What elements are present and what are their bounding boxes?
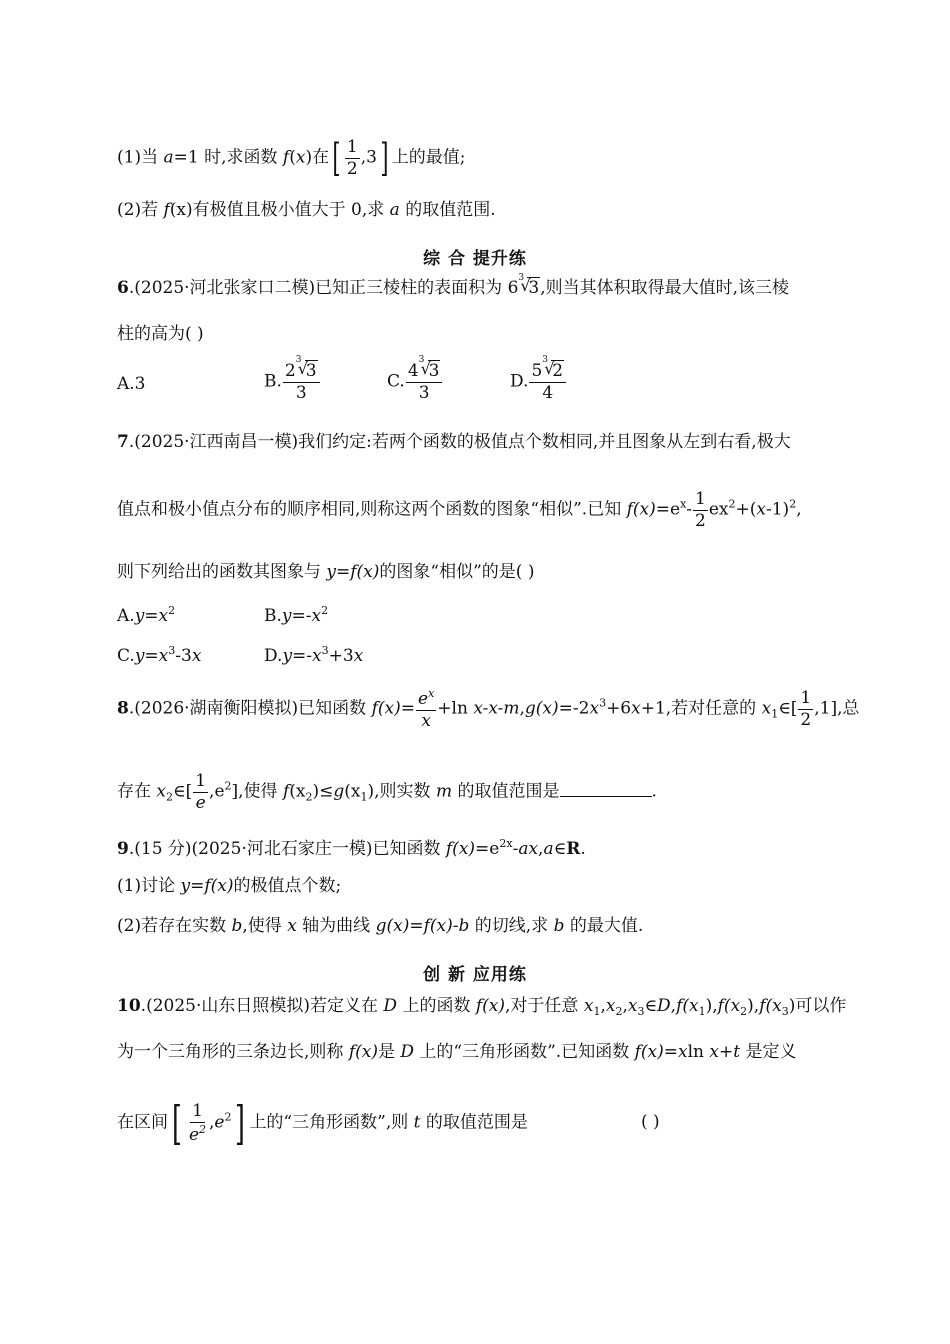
exponent: 2 [224,779,232,793]
left-bracket: [ [172,1096,182,1150]
text: , [622,996,628,1016]
text: 的切线,求 [469,916,554,936]
var-t: t [733,1042,741,1062]
var-a: a [163,147,174,168]
q6-option-b[interactable] [264,355,321,403]
func-f: f(x) [445,839,476,859]
base-e: e [188,1124,200,1145]
denominator: 2 [346,158,358,179]
text: +( [735,499,757,520]
text: 的取值范围是 [452,781,560,802]
radicand: 3 [305,361,317,381]
func-g: g [333,781,345,802]
text: 上的“三角形函数”,则 [249,1112,414,1133]
fraction [693,490,708,530]
text: (x [344,781,361,802]
numerator: 1 [192,1100,203,1121]
text: 是 [377,1042,401,1062]
formula: y=-x [282,646,322,666]
text: )≤ [312,781,334,802]
q5-part2 [117,202,496,219]
cube-root [542,355,564,381]
text: , [670,996,677,1016]
formula: y=-x [281,606,322,626]
text: (x [289,781,306,802]
base-e: e [418,689,429,709]
q10-line3 [117,1096,528,1150]
text: =e [655,499,681,520]
exponent: 2 [321,604,329,617]
text: 有极值且极小值大于 0,求 [192,200,390,220]
option-label: B. [264,606,282,626]
text: ,e [209,781,225,802]
fraction [529,355,566,403]
section-heading-innovation: 创 新 应用练 [423,965,527,985]
option-text: A.3 [117,374,146,394]
subscript: 2 [305,790,313,804]
radicand: 2 [552,361,564,381]
exponent: x [680,497,687,511]
text: 的最大值. [564,916,644,936]
text: (2)若 [117,200,164,220]
var-x: x [191,646,202,666]
exponent: x [428,687,435,700]
text: ( [289,147,296,168]
formula: ax [518,839,539,859]
func-f: f(x [759,996,782,1016]
formula: y=x [134,646,169,666]
set-D: D [657,996,671,1016]
coef: 5 [531,361,543,381]
subscript: 2 [740,1005,748,1018]
text: -3 [175,646,192,666]
fraction [193,772,208,812]
var-x: x [756,499,766,520]
subscript: 2 [166,790,173,804]
subscript: 1 [360,790,368,804]
denominator: 2 [800,709,812,730]
text: ∈[ [778,698,798,719]
question-number: 6 [117,278,129,298]
text: =e [475,839,500,859]
text: (1)讨论 [117,876,181,896]
var-m: m [435,781,453,802]
text: ,使得 [242,916,288,936]
q8-line2 [117,772,657,812]
set-D: D [383,996,398,1016]
formula: g(x)=f(x)-b [375,916,470,936]
subscript: 1 [593,1005,601,1018]
text: ,3 [360,147,377,168]
option-label: A. [117,606,135,626]
text: 的取值范围. [399,200,496,220]
root-index: √ 3 [542,355,548,365]
exponent: 2 [168,604,176,617]
text: ), [747,996,760,1016]
func-f: f(x) [371,698,401,719]
func-f: f(x) [475,996,506,1016]
func-g: g(x) [524,698,559,719]
numerator: 1 [346,137,358,157]
text: ],使得 [231,781,283,802]
formula: y=f(x) [180,876,234,896]
text: ), [705,996,718,1016]
text: .(2025·江西南昌一模)我们约定:若两个函数的极值点个数相同,并且图象从左到右看,极大 [128,432,791,452]
var-x: x [295,147,306,168]
var-x: x [589,698,600,719]
denominator [187,1123,208,1145]
text: +ln [437,698,474,719]
formula: y=x [134,606,169,626]
q9-line1 [117,838,586,858]
numerator: 1 [695,489,706,509]
exponent: 3 [599,696,607,710]
var-x: x [156,781,166,802]
option-label: B. [264,371,282,392]
subscript: 2 [615,1005,623,1018]
var-b: b [553,916,565,936]
formula: y=f(x) [326,562,380,582]
denominator: 4 [542,382,554,403]
exponent: 2 [199,1122,207,1136]
q7-option-b[interactable] [264,604,328,626]
q10-line1 [117,998,846,1017]
right-bracket: ] [380,136,389,181]
var-x: x [353,646,364,666]
text: ex [708,499,729,520]
text: ,1],总 [814,698,860,719]
text: , [538,839,544,859]
section-heading-comprehensive: 综 合 提升练 [423,249,527,269]
var-a: a [543,839,554,859]
root-index: √ 3 [295,355,302,365]
text: .(15 分)(2025·河北石家庄一模)已知函数 [128,839,446,859]
func-f: f(x [717,996,741,1016]
text: +1,若对任意的 [640,698,762,719]
denominator: x [421,710,431,731]
text: ,则当其体积取得最大值时,该三棱 [540,278,790,298]
text: , [600,996,606,1016]
denominator: 2 [695,510,706,531]
text: 的取值范围是 [420,1112,528,1133]
q10-line2 [117,1044,797,1061]
var-x: x [631,698,641,719]
var-b: b [231,916,243,936]
denominator: 3 [418,382,430,403]
var-x: x [287,916,297,936]
q8-line1 [117,688,860,730]
func-f: f(x) [626,499,656,520]
text: ∈ [553,839,567,859]
text: =1 时,求函数 [173,147,283,168]
subscript: 3 [781,1005,789,1018]
exponent: 2 [728,497,736,511]
text: ∈ [644,996,658,1016]
text: , [209,1112,215,1133]
q7-line3 [117,564,534,581]
var-x: x [605,996,616,1016]
left-bracket: [ [332,136,341,181]
text: . [580,839,586,859]
numerator [529,355,566,383]
text: , [519,698,525,719]
q6-line1 [117,273,790,298]
numerator [416,688,436,711]
real-numbers-symbol: R [566,839,581,859]
exponent: 2 [789,497,797,511]
subscript: 3 [637,1005,645,1018]
text: +3 [328,646,354,666]
func-f: f(x) [634,1042,664,1062]
text: 上的“三角形函数”.已知函数 [414,1042,635,1062]
text: + [719,1042,734,1062]
question-number: 8 [117,698,129,719]
text: -1) [766,499,790,520]
var-t: t [413,1112,421,1133]
radicand: 3 [428,361,440,381]
text: 轴为曲线 [296,916,376,936]
text: = [663,1042,679,1062]
text: 在区间 [117,1112,168,1133]
fraction [345,138,360,178]
var-f: f [282,147,290,168]
text: (1)当 [117,147,164,168]
var-x: x [709,1042,719,1062]
func-f: f(x [676,996,699,1016]
text: 则下列给出的函数其图象与 [117,562,327,582]
q6-option-c[interactable] [387,355,443,403]
q10-answer-paren[interactable]: ( ) [641,1112,660,1132]
var-x: x [627,996,638,1016]
exponent: 3 [168,644,176,657]
q9-line2 [117,878,341,895]
text: 值点和极小值点分布的顺序相同,则称这两个函数的图象“相似”.已知 [117,499,627,520]
cube-root [418,355,441,381]
text: 的极值点个数; [233,876,342,896]
text: 存在 [117,781,157,802]
numerator [283,355,320,383]
text: ln [687,1042,710,1062]
coef: 2 [284,361,296,381]
option-label: D. [510,371,529,392]
q7-option-c[interactable] [117,644,201,666]
radicand: 3 [528,278,540,298]
option-label: C. [387,371,405,392]
text: (2)若存在实数 [117,916,232,936]
fraction [406,355,443,403]
question-number: 10 [117,996,141,1016]
root-index: √ 3 [418,355,425,365]
option-label: D. [264,646,283,666]
option-label: C. [117,646,135,666]
answer-blank[interactable] [560,782,652,797]
text: .(2025·河北张家口二模)已知正三棱柱的表面积为 6 [128,278,519,298]
q9-line3 [117,918,643,935]
fraction [283,355,320,403]
q6-option-a[interactable] [117,374,146,394]
subscript: 1 [698,1005,706,1018]
text: .(2026·湖南衡阳模拟)已知函数 [128,698,372,719]
text: ,对于任意 [505,996,584,1016]
text: =-2 [558,698,590,719]
text: 的图象“相似”的是( ) [379,562,535,582]
q6-line2: 柱的高为( ) [117,324,204,344]
text: ∈[ [173,781,193,802]
func-f: f [282,781,290,802]
exponent: 3 [321,644,329,657]
q6-option-d[interactable] [510,355,567,403]
cube-root [295,355,318,381]
set-D: D [400,1042,415,1062]
var-x: x [761,698,772,719]
cube-root [518,273,540,298]
formula: x-x-m [473,698,520,719]
numerator: 1 [195,771,207,791]
q7-option-a[interactable] [117,604,175,626]
question-number: 7 [117,432,129,452]
q7-option-d[interactable] [264,644,363,666]
var-x: x [678,1042,688,1062]
text: 上的最值; [391,147,466,168]
fraction [798,689,813,729]
numerator [406,355,443,383]
base-e: e [214,1112,225,1133]
text: )可以作 [788,996,847,1016]
coef: 4 [407,361,419,381]
text: = [400,698,415,719]
numerator: 1 [800,688,812,708]
text: (x) [169,200,193,220]
fraction [187,1102,208,1144]
root-index: √ 3 [518,273,525,283]
text: +6 [606,698,632,719]
text: .(2025·山东日照模拟)若定义在 [140,996,384,1016]
denominator: e [195,792,206,813]
denominator: 3 [295,382,307,403]
text: 上的函数 [397,996,476,1016]
subscript: 1 [771,707,779,721]
exponent: 2x [499,837,513,850]
var-f: f [163,200,170,220]
right-bracket: ] [235,1096,246,1150]
question-number: 9 [117,839,129,859]
fraction [416,688,436,730]
q7-line2 [117,490,802,530]
text: 是定义 [740,1042,797,1062]
text: . [651,781,657,802]
text: 为一个三角形的三条边长,则称 [117,1042,349,1062]
text: , [796,499,802,520]
text: ),则实数 [367,781,436,802]
func-f: f(x) [348,1042,378,1062]
text: - [686,499,693,520]
var-x: x [583,996,594,1016]
var-a: a [389,200,400,220]
text: )在 [305,147,330,168]
text: - [512,839,519,859]
q5-part1 [117,136,466,181]
exponent: 2 [224,1110,232,1124]
q7-line1 [117,434,791,451]
